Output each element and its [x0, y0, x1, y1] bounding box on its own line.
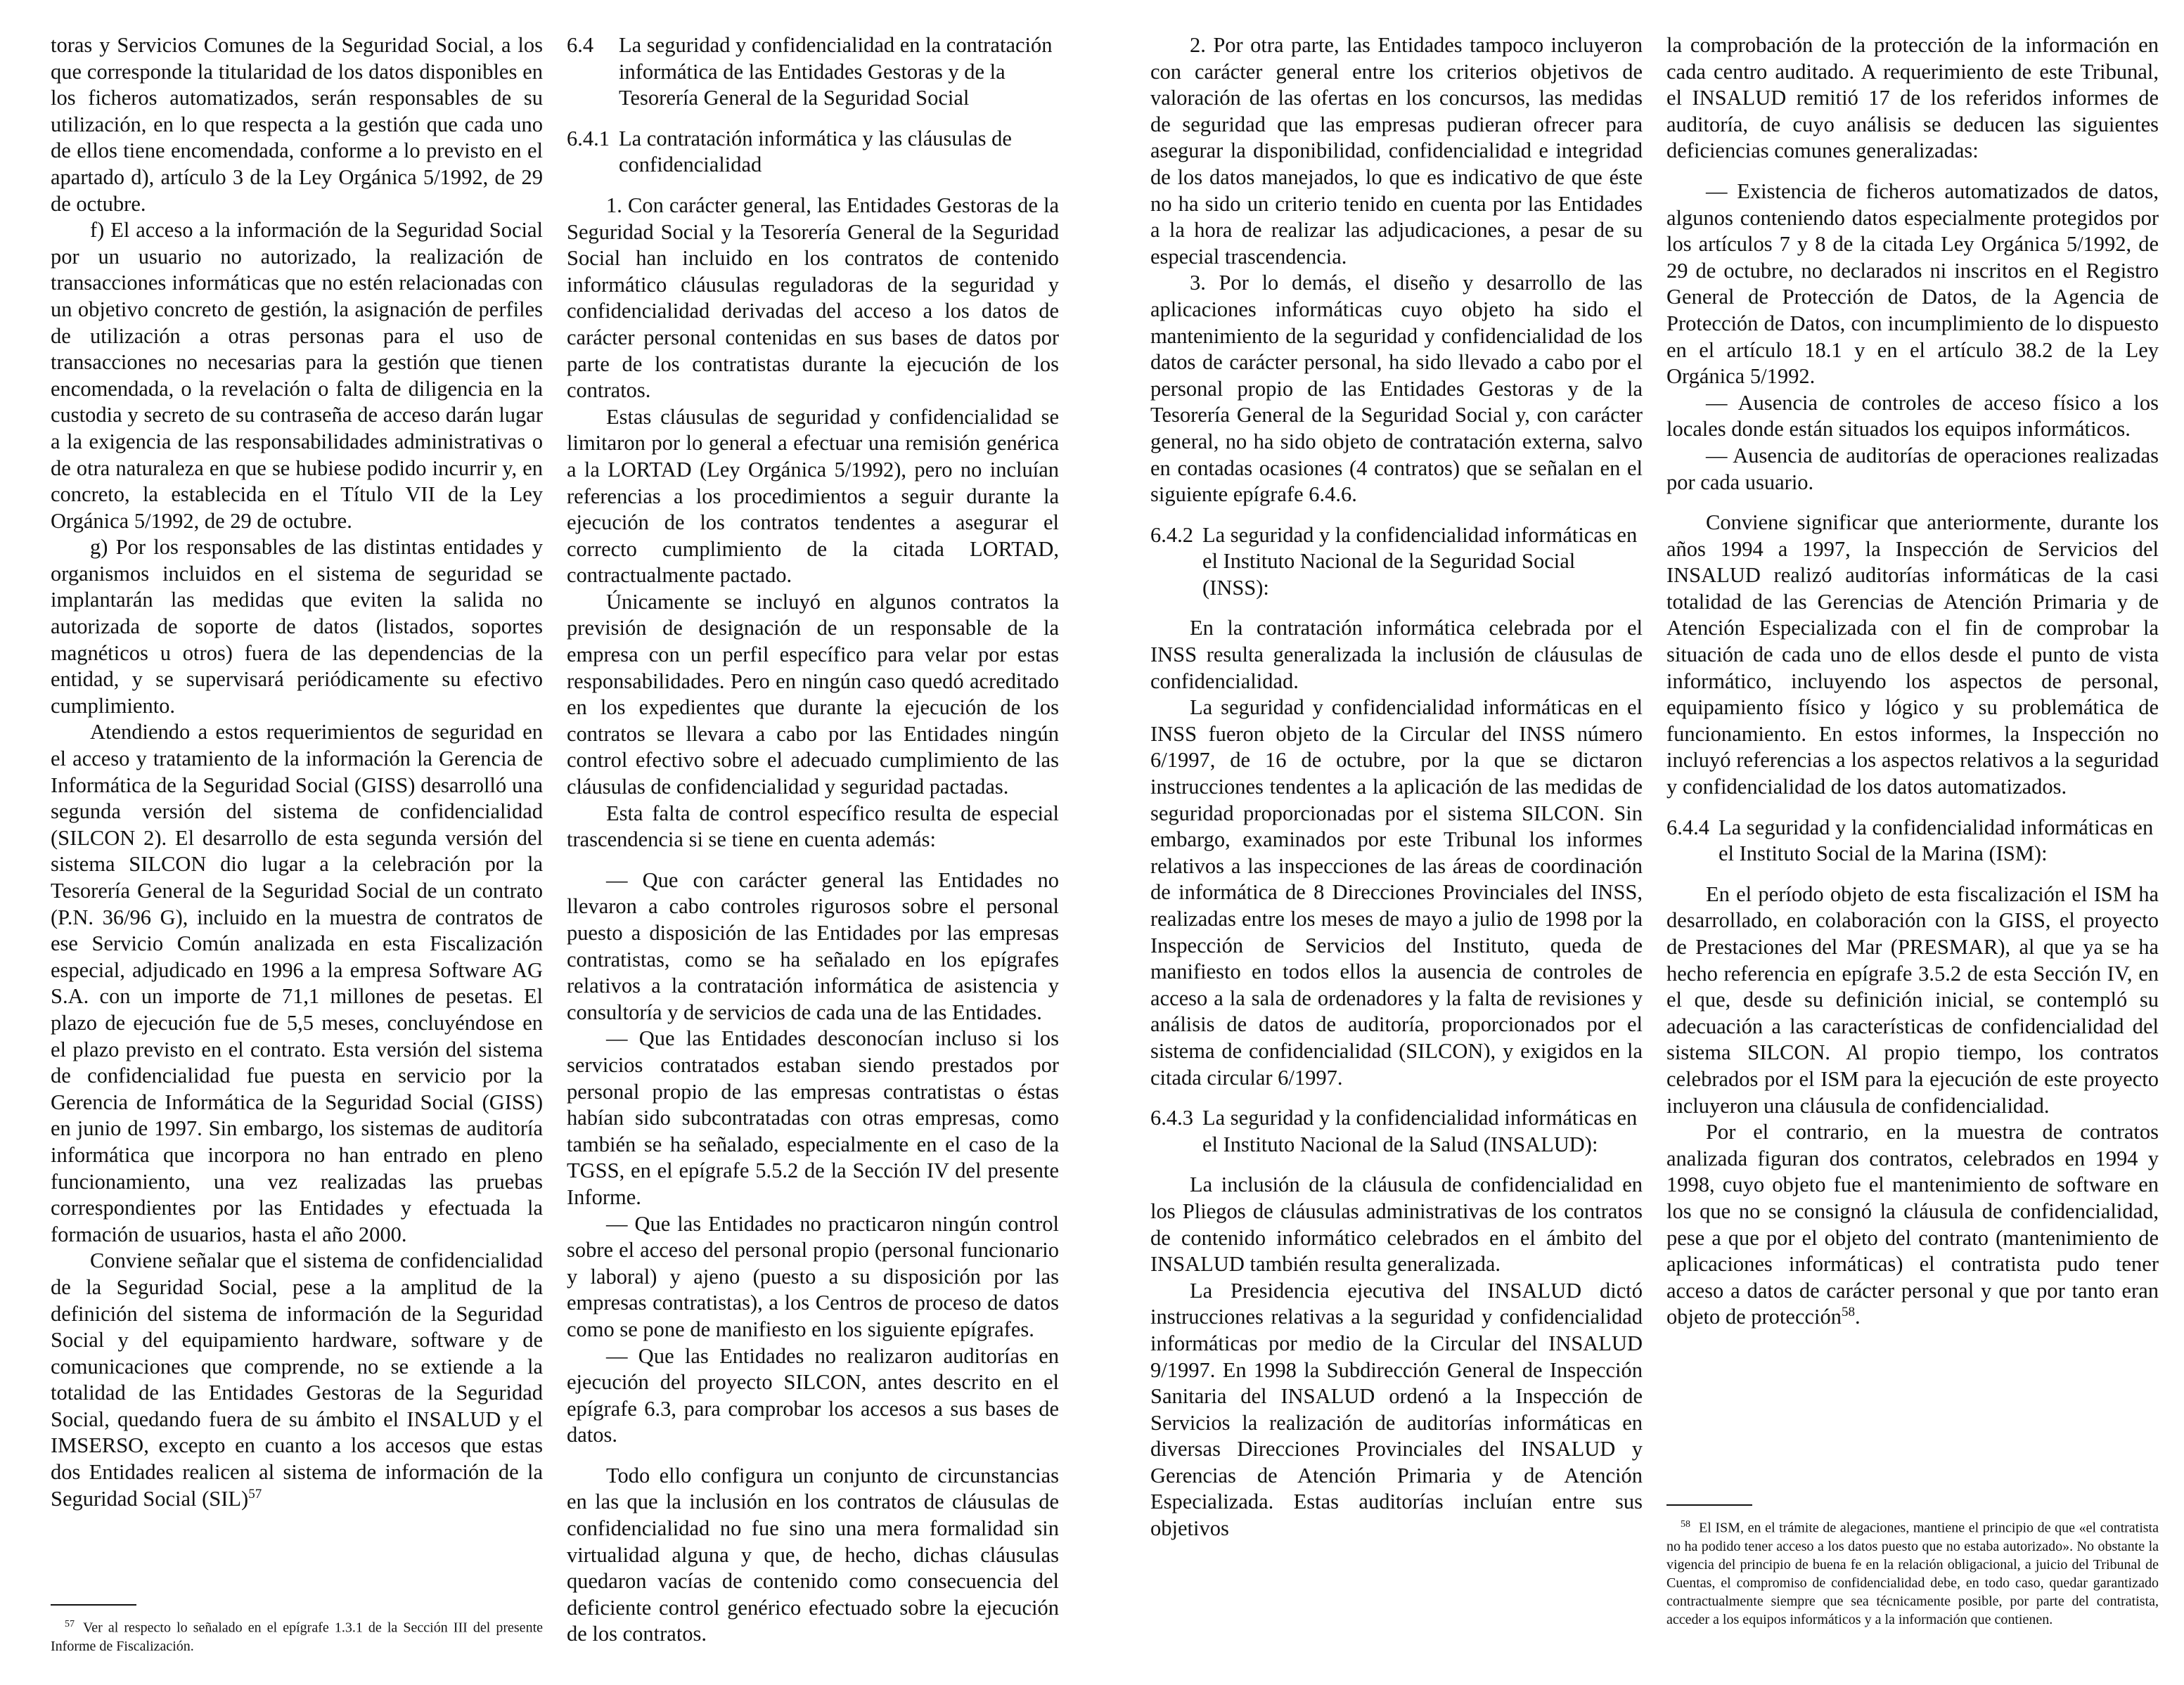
- subsection-heading: [1150, 1105, 1643, 1158]
- footnote-text: El ISM, en el trámite de alegaciones, mantiene el principio de que «el contratista no ha podido tener acceso a los datos puesto que no estaba autorizado». No obstante la vigencia del principio de buena fe en la relación obligacional, a juicio del Tribunal de Cuentas, el compromiso de confidencialidad debe, en todo caso, quedar garantizado contractualmente siempre que sea técnicamente posible, por parte del contratista, acceder a los equipos informáticos y a la información que contienen.: [1666, 1520, 2159, 1627]
- heading-text: La contratación informática y las cláusulas de confidencialidad: [619, 126, 1012, 177]
- heading-text: La seguridad y confidencialidad en la contratación informática de las Entidades Gestoras y de la Tesorería General de la Seguridad Social: [619, 33, 1053, 110]
- paragraph: la comprobación de la protección de la información en cada centro auditado. A requerimiento de este Tribunal, el INSALUD remitió 17 de los referidos informes de auditoría, de cuyo análisis se deducen las siguientes deficiencias comunes generalizadas:: [1666, 33, 2159, 163]
- paragraph: 3. Por lo demás, el diseño y desarrollo de las aplicaciones informáticas cuyo objeto ha sido el mantenimiento de la seguridad y confidencialidad de los datos de carácter personal, ha sido llevado a cabo por el personal propio de las Entidades Gestoras y de la Tesorería General de la Seguridad Social y, con carácter general, no ha sido objeto de contratación externa, salvo en contadas ocasiones (4 contratos) que se señalan en el siguiente epígrafe 6.4.6.: [1150, 271, 1643, 507]
- list-item: — Ausencia de controles de acceso físico a los locales donde están situados los equipos informáticos.: [1666, 390, 2159, 441]
- column-3: [1150, 32, 1643, 1542]
- footnote-rule: [51, 1604, 136, 1606]
- paragraph: Conviene significar que anteriormente, durante los años 1994 a 1997, la Inspección de Servicios del INSALUD realizó auditorías informáticas de la casi totalidad de las Gerencias de Atención Primaria y de Atención Especializada con el fin de comprobar la situación de cada uno de ellos desde el punto de vista informático, incluyendo los aspectos de personal, equipamiento físico y lógico y su problemática de funcionamiento. En estos informes, la Inspección no incluyó referencias a los aspectos relativos a la seguridad y confidencialidad de los datos automatizados.: [1666, 510, 2159, 799]
- paragraph: 2. Por otra parte, las Entidades tampoco incluyeron con carácter general entre los criterios objetivos de valoración de las ofertas en los concursos, las medidas de seguridad que las empresas pudieran ofrecer para asegurar la disponibilidad, confidencialidad e integridad de los datos manejados, lo que es indicativo de que éste no ha sido un criterio tenido en cuenta por las Entidades a la hora de realizar las adjudicaciones, a pesar de su especial trascendencia.: [1150, 33, 1643, 269]
- paragraph: Estas cláusulas de seguridad y confidencialidad se limitaron por lo general a efectuar una remisión genérica a la LORTAD (Ley Orgánica 5/1992), pero no incluían referencias a los procedimientos a seguir durante la ejecución de los contratos tendentes a asegurar el correcto cumplimiento de la citada LORTAD, contractualmente pactado.: [567, 404, 1059, 588]
- paragraph: 1. Con carácter general, las Entidades Gestoras de la Seguridad Social y la Tesorería General de la Seguridad Social han incluido en los contratos de contenido informático cláusulas reguladoras de la seguridad y confidencialidad derivadas del acceso a los datos de carácter personal contenidas en sus bases de datos por parte de los contratistas durante la ejecución de los contratos.: [567, 193, 1059, 403]
- paragraph: La seguridad y confidencialidad informáticas en el INSS fueron objeto de la Circular del INSS número 6/1997, de 16 de octubre, por la que se dictaron instrucciones tendentes a la aplicación de las medidas de seguridad proporcionadas por el sistema SILCON. Sin embargo, examinados por este Tribunal los informes relativos a las inspecciones de las áreas de coordinación de informática de 8 Direcciones Provinciales del INSS, realizadas entre los meses de mayo a julio de 1998 por la Inspección de Servicios del Instituto, queda de manifiesto en todos ellos la ausencia de controles de acceso a la sala de ordenadores y la falta de revisiones y análisis de datos de auditoría, proporcionados por el sistema de confidencialidad (SILCON), y exigidos en la citada circular 6/1997.: [1150, 695, 1643, 1090]
- list-item: — Que las Entidades no realizaron auditorías en ejecución del proyecto SILCON, antes descrito en el epígrafe 6.3, para comprobar los accesos a sus bases de datos.: [567, 1343, 1059, 1447]
- heading-text: La seguridad y la confidencialidad informáticas en el Instituto Social de la Marina (ISM):: [1719, 815, 2154, 866]
- paragraph: toras y Servicios Comunes de la Seguridad Social, a los que corresponde la titularidad de los datos disponibles en los ficheros automatizados, serán responsables de su utilización, en lo que respecta a la gestión que cada uno de ellos tiene encomendada, conforme a lo previsto en el apartado d), artículo 3 de la Ley Orgánica 5/1992, de 29 de octubre.: [51, 33, 543, 216]
- list-item: — Que las Entidades desconocían incluso si los servicios contratados estaban siendo prestados por personal propio de las empresas contratistas o éstas habían sido subcontratadas con otras empresas, como también se ha señalado, especialmente en el caso de la TGSS, en el epígrafe 5.5.2 de la Sección IV del presente Informe.: [567, 1026, 1059, 1209]
- heading-number: 6.4.2: [1150, 522, 1193, 547]
- subsection-heading: [567, 126, 1059, 179]
- subsection-heading: [1666, 815, 2159, 867]
- list-item: — Que con carácter general las Entidades no llevaron a cabo controles rigurosos sobre el personal puesto a disposición de las Entidades por las empresas contratistas, como se ha señalado en los epígrafes relativos a la contratación informática de asistencia y consultoría y de servicios de cada una de las Entidades.: [567, 867, 1059, 1024]
- paragraph: Por el contrario, en la muestra de contratos analizada figuran dos contratos, celebrados en 1994 y 1998, cuyo objeto fue el mantenimiento de software en los que no se consignó la cláusula de confidencialidad, pese a que por el objeto del contrato (mantenimiento de aplicaciones informáticas) el contratista pudo tener acceso a datos de carácter personal y que por tanto eran objeto de protección$^{58}$.: [1666, 1120, 2159, 1329]
- paragraph: Atendiendo a estos requerimientos de seguridad en el acceso y tratamiento de la información la Gerencia de Informática de la Seguridad Social (GISS) desarrolló una segunda versión del sistema de confidencialidad (SILCON 2). El desarrollo de esta segunda versión del sistema SILCON dio lugar a la celebración por la Tesorería General de la Seguridad Social de un contrato (P.N. 36/96 G), incluido en la muestra de contratos de ese Servicio Común analizada en esta Fiscalización especial, adjudicado en 1996 a la empresa Software AG S.A. con un importe de 71,1 millones de pesetas. El plazo de ejecución fue de 5,5 meses, concluyéndose en el plazo previsto en el contrato. Esta versión del sistema de confidencialidad fue puesta en servicio por la Gerencia de Informática de la Seguridad Social (GISS) en junio de 1997. Sin embargo, los sistemas de auditoría informática que incorpora no han entrado en pleno funcionamiento, una vez realizadas las pruebas correspondientes por las Entidades y efectuada la formación de usuarios, hasta el año 2000.: [51, 720, 543, 1246]
- heading-text: La seguridad y la confidencialidad informáticas en el Instituto Nacional de la Salud (INSALUD):: [1202, 1106, 1638, 1156]
- heading-number: 6.4.3: [1150, 1106, 1193, 1130]
- paragraph: La inclusión de la cláusula de confidencialidad en los Pliegos de cláusulas administrativas de los contratos de contenido informático celebrados en el ámbito del INSALUD también resulta generalizada.: [1150, 1173, 1643, 1277]
- paragraph: Únicamente se incluyó en algunos contratos la previsión de designación de un responsable de la empresa con un perfil específico para velar por estas responsabilidades. Pero en ningún caso quedó acreditado en los expedientes que durante la ejecución de los contratos se llevara a cabo por las Entidades ningún control efectivo sobre el adecuado cumplimiento de las cláusulas de confidencialidad y seguridad pactadas.: [567, 589, 1059, 799]
- footnote-ref: 57: [248, 1486, 262, 1502]
- heading-text: La seguridad y la confidencialidad informáticas en el Instituto Nacional de la Seguridad Social (INSS):: [1202, 522, 1638, 600]
- footnote-number: 57: [65, 1619, 75, 1629]
- paragraph: En la contratación informática celebrada por el INSS resulta generalizada la inclusión de cláusulas de confidencialidad.: [1150, 616, 1643, 693]
- column-1: [51, 32, 543, 1512]
- paragraph: f) El acceso a la información de la Seguridad Social por un usuario no autorizado, la realización de transacciones informáticas que no estén relacionadas con un objetivo concreto de gestión, la asignación de perfiles de utilización a otras personas para el uso de transacciones no necesarias para la gestión que tienen encomendada, o la revelación o falta de diligencia en la custodia y secreto de su contraseña de acceso darán lugar a la exigencia de las responsabilidades administrativas o de otra naturaleza en que se hubiese podido incurrir y, en concreto, la establecida en el Título VII de la Ley Orgánica 5/1992, de 29 de octubre.: [51, 218, 543, 533]
- footnote-text: Ver al respecto lo señalado en el epígrafe 1.3.1 de la Sección III del presente Informe de Fiscalización.: [51, 1620, 543, 1654]
- footnote: [1666, 1516, 2159, 1629]
- column-4: [1666, 32, 2159, 1331]
- list-item: — Existencia de ficheros automatizados de datos, algunos conteniendo datos especialmente protegidos por los artículos 7 y 8 de la citada Ley Orgánica 5/1992, de 29 de octubre, no declarados ni inscritos en el Registro General de Protección de Datos, de la Agencia de Protección de Datos, con incumplimiento de lo dispuesto en el artículo 18.1 y en el artículo 38.2 de la Ley Orgánica 5/1992.: [1666, 179, 2159, 389]
- subsection-heading: [1150, 522, 1643, 602]
- heading-number: 6.4.1: [567, 126, 610, 150]
- heading-number: 6.4.4: [1666, 815, 1709, 839]
- footnote: [51, 1615, 543, 1655]
- list-item: — Que las Entidades no practicaron ningún control sobre el acceso del personal propio (personal funcionario y laboral) y ajeno (puesto a su disposición por las empresas contratistas), a los Centros de proceso de datos como se pone de manifiesto en los siguiente epígrafes.: [567, 1211, 1059, 1341]
- list-item: — Ausencia de auditorías de operaciones realizadas por cada usuario.: [1666, 443, 2159, 494]
- footnote-rule: [1666, 1504, 1752, 1506]
- heading-number: 6.4: [567, 33, 594, 57]
- column-2: [567, 32, 1059, 1648]
- paragraph: En el período objeto de esta fiscalización el ISM ha desarrollado, en colaboración con la GISS, el proyecto de Prestaciones del Mar (PRESMAR), al que ya se ha hecho referencia en epígrafe 3.5.2 de esta Sección IV, en el que, desde su definición inicial, se contempló su adecuación a las características de confidencialidad del sistema SILCON. Al propio tiempo, los contratos celebrados por el ISM para la ejecución de este proyecto incluyeron una cláusula de confidencialidad.: [1666, 882, 2159, 1118]
- paragraph: La Presidencia ejecutiva del INSALUD dictó instrucciones relativas a la seguridad y confidencialidad informáticas por medio de la Circular del INSALUD 9/1997. En 1998 la Subdirección General de Inspección Sanitaria del INSALUD ordenó a la Inspección de Servicios la realización de auditorías informáticas en diversas Direcciones Provinciales del INSALUD y Gerencias de Atención Primaria y de Atención Especializada. Estas auditorías incluían entre sus objetivos: [1150, 1278, 1643, 1541]
- paragraph: g) Por los responsables de las distintas entidades y organismos incluidos en el sistema de seguridad se implantarán las medidas que eviten la salida no autorizada de soporte de datos (listados, soportes magnéticos u otros) fuera de las dependencias de la entidad, y se supervisará periódicamente su efectivo cumplimiento.: [51, 535, 543, 718]
- paragraph: [51, 1248, 543, 1512]
- section-heading: [567, 32, 1059, 112]
- paragraph-text: Por el contrario, en la muestra de contratos analizada figuran dos contratos, celebrados en 1994 y 1998, cuyo objeto fue el mantenimiento de software en los que no se consignó la cláusula de confidencialidad, pese a que por el objeto del contrato (mantenimiento de aplicaciones informáticas) el contratista pudo tener acceso a datos de carácter personal y que por tanto eran objeto de protección: [1666, 1120, 2159, 1329]
- footnote-ref: 58: [1842, 1305, 1855, 1320]
- footnote-number: 58: [1681, 1519, 1690, 1530]
- paragraph: Esta falta de control específico resulta de especial trascendencia si se tiene en cuenta además:: [567, 801, 1059, 852]
- paragraph: Todo ello configura un conjunto de circunstancias en las que la inclusión en los contratos de cláusulas de confidencialidad no fue sino una mera formalidad sin virtualidad alguna y que, de hecho, dichas cláusulas quedaron vacías de contenido como consecuencia del deficiente control genérico efectuado sobre la ejecución de los contratos.: [567, 1463, 1059, 1646]
- paragraph-text: Conviene señalar que el sistema de confidencialidad de la Seguridad Social, pese a la amplitud de la definición del sistema de información de la Seguridad Social y del equipamiento hardware, software y de comunicaciones que comprende, no se extiende a la totalidad de las Entidades Gestoras de la Seguridad Social, quedando fuera de su ámbito el INSALUD y el IMSERSO, excepto en cuanto a los accesos que estas dos Entidades realicen al sistema de información de la Seguridad Social (SIL): [51, 1248, 543, 1511]
